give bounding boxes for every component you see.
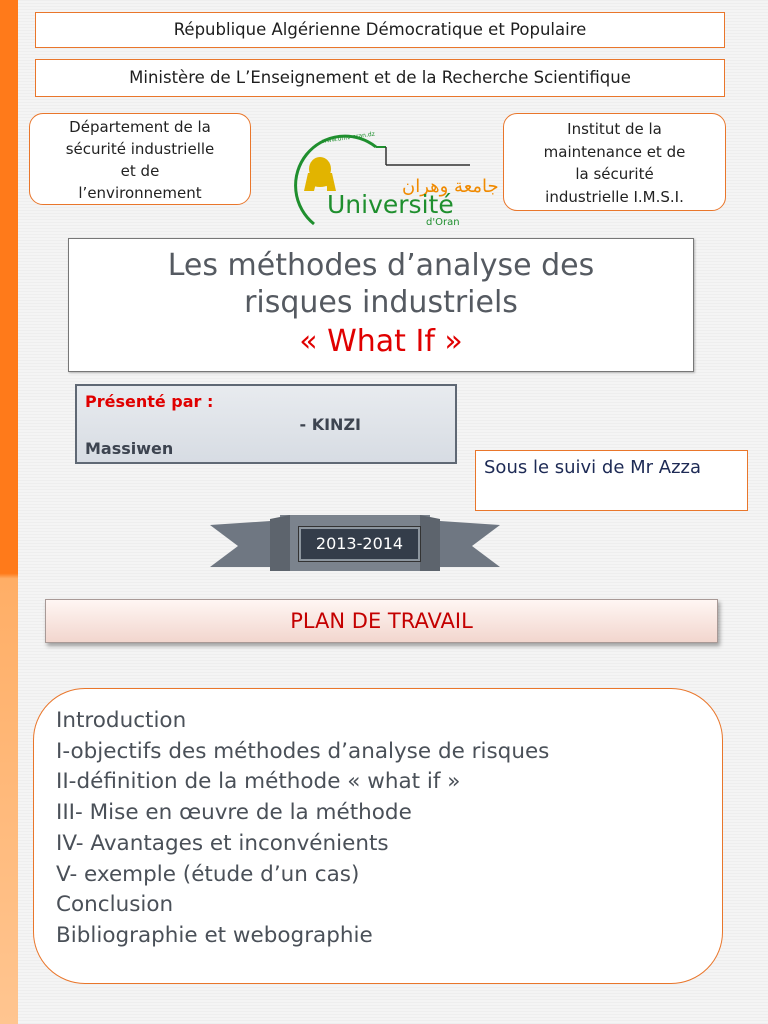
plan-item: Introduction (56, 708, 187, 733)
title-highlight: « What If » (299, 324, 463, 359)
plan-item: Bibliographie et webographie (56, 922, 373, 948)
university-logo (284, 129, 499, 231)
department-line: Département de la (69, 118, 211, 136)
academic-year-label: 2013-2014 (299, 527, 420, 561)
department-line: l’environnement (78, 184, 202, 202)
plan-item: V- exemple (étude d’un cas) (56, 861, 360, 887)
supervisor-text: Sous le suivi de Mr Azza (484, 457, 702, 478)
university-logo-graphic (284, 129, 499, 231)
title-line: Les méthodes d’analyse des (167, 248, 595, 283)
ministry-header-text: Ministère de L’Enseignement et de la Recherche Scientifique (129, 68, 631, 87)
institute-box (503, 113, 726, 211)
presenter-name-part1: - KINZI (299, 415, 361, 434)
title-line: risques industriels (244, 285, 518, 320)
plan-item: IV- Avantages et inconvénients (56, 830, 389, 856)
republic-header-text: République Algérienne Démocratique et Populaire (173, 20, 587, 39)
svg-text:جامعة وهران: جامعة وهران (402, 176, 499, 197)
side-accent-strip (0, 0, 18, 1024)
lion-icon (304, 157, 336, 191)
plan-item: II-définition de la méthode « what if » (56, 769, 461, 795)
title-box (68, 238, 694, 372)
department-line: et de (120, 162, 160, 180)
ministry-header (35, 59, 725, 97)
presented-by-label: Présenté par : (85, 392, 214, 411)
plan-item: III- Mise en œuvre de la méthode (56, 800, 412, 826)
svg-text:Université: Université (327, 190, 454, 219)
presented-by-box (75, 384, 457, 464)
presenter-name-part2: Massiwen (85, 439, 174, 458)
plan-heading (45, 599, 718, 643)
institute-line: industrielle I.M.S.I. (545, 187, 684, 206)
plan-item: I-objectifs des méthodes d’analyse de risques (56, 738, 550, 764)
department-line: sécurité industrielle (65, 140, 215, 158)
svg-text:d'Oran: d'Oran (426, 217, 460, 228)
svg-text:www.univ-oran.dz: www.univ-oran.dz (321, 130, 376, 145)
department-box (29, 113, 251, 205)
plan-item: Conclusion (56, 892, 174, 918)
plan-heading-text: PLAN DE TRAVAIL (290, 609, 473, 633)
supervisor-box (475, 450, 748, 511)
republic-header (35, 12, 725, 48)
institute-line: Institut de la (567, 120, 662, 138)
institute-line: la sécurité (575, 165, 654, 183)
plan-list (33, 688, 723, 984)
institute-line: maintenance et de (543, 142, 686, 161)
